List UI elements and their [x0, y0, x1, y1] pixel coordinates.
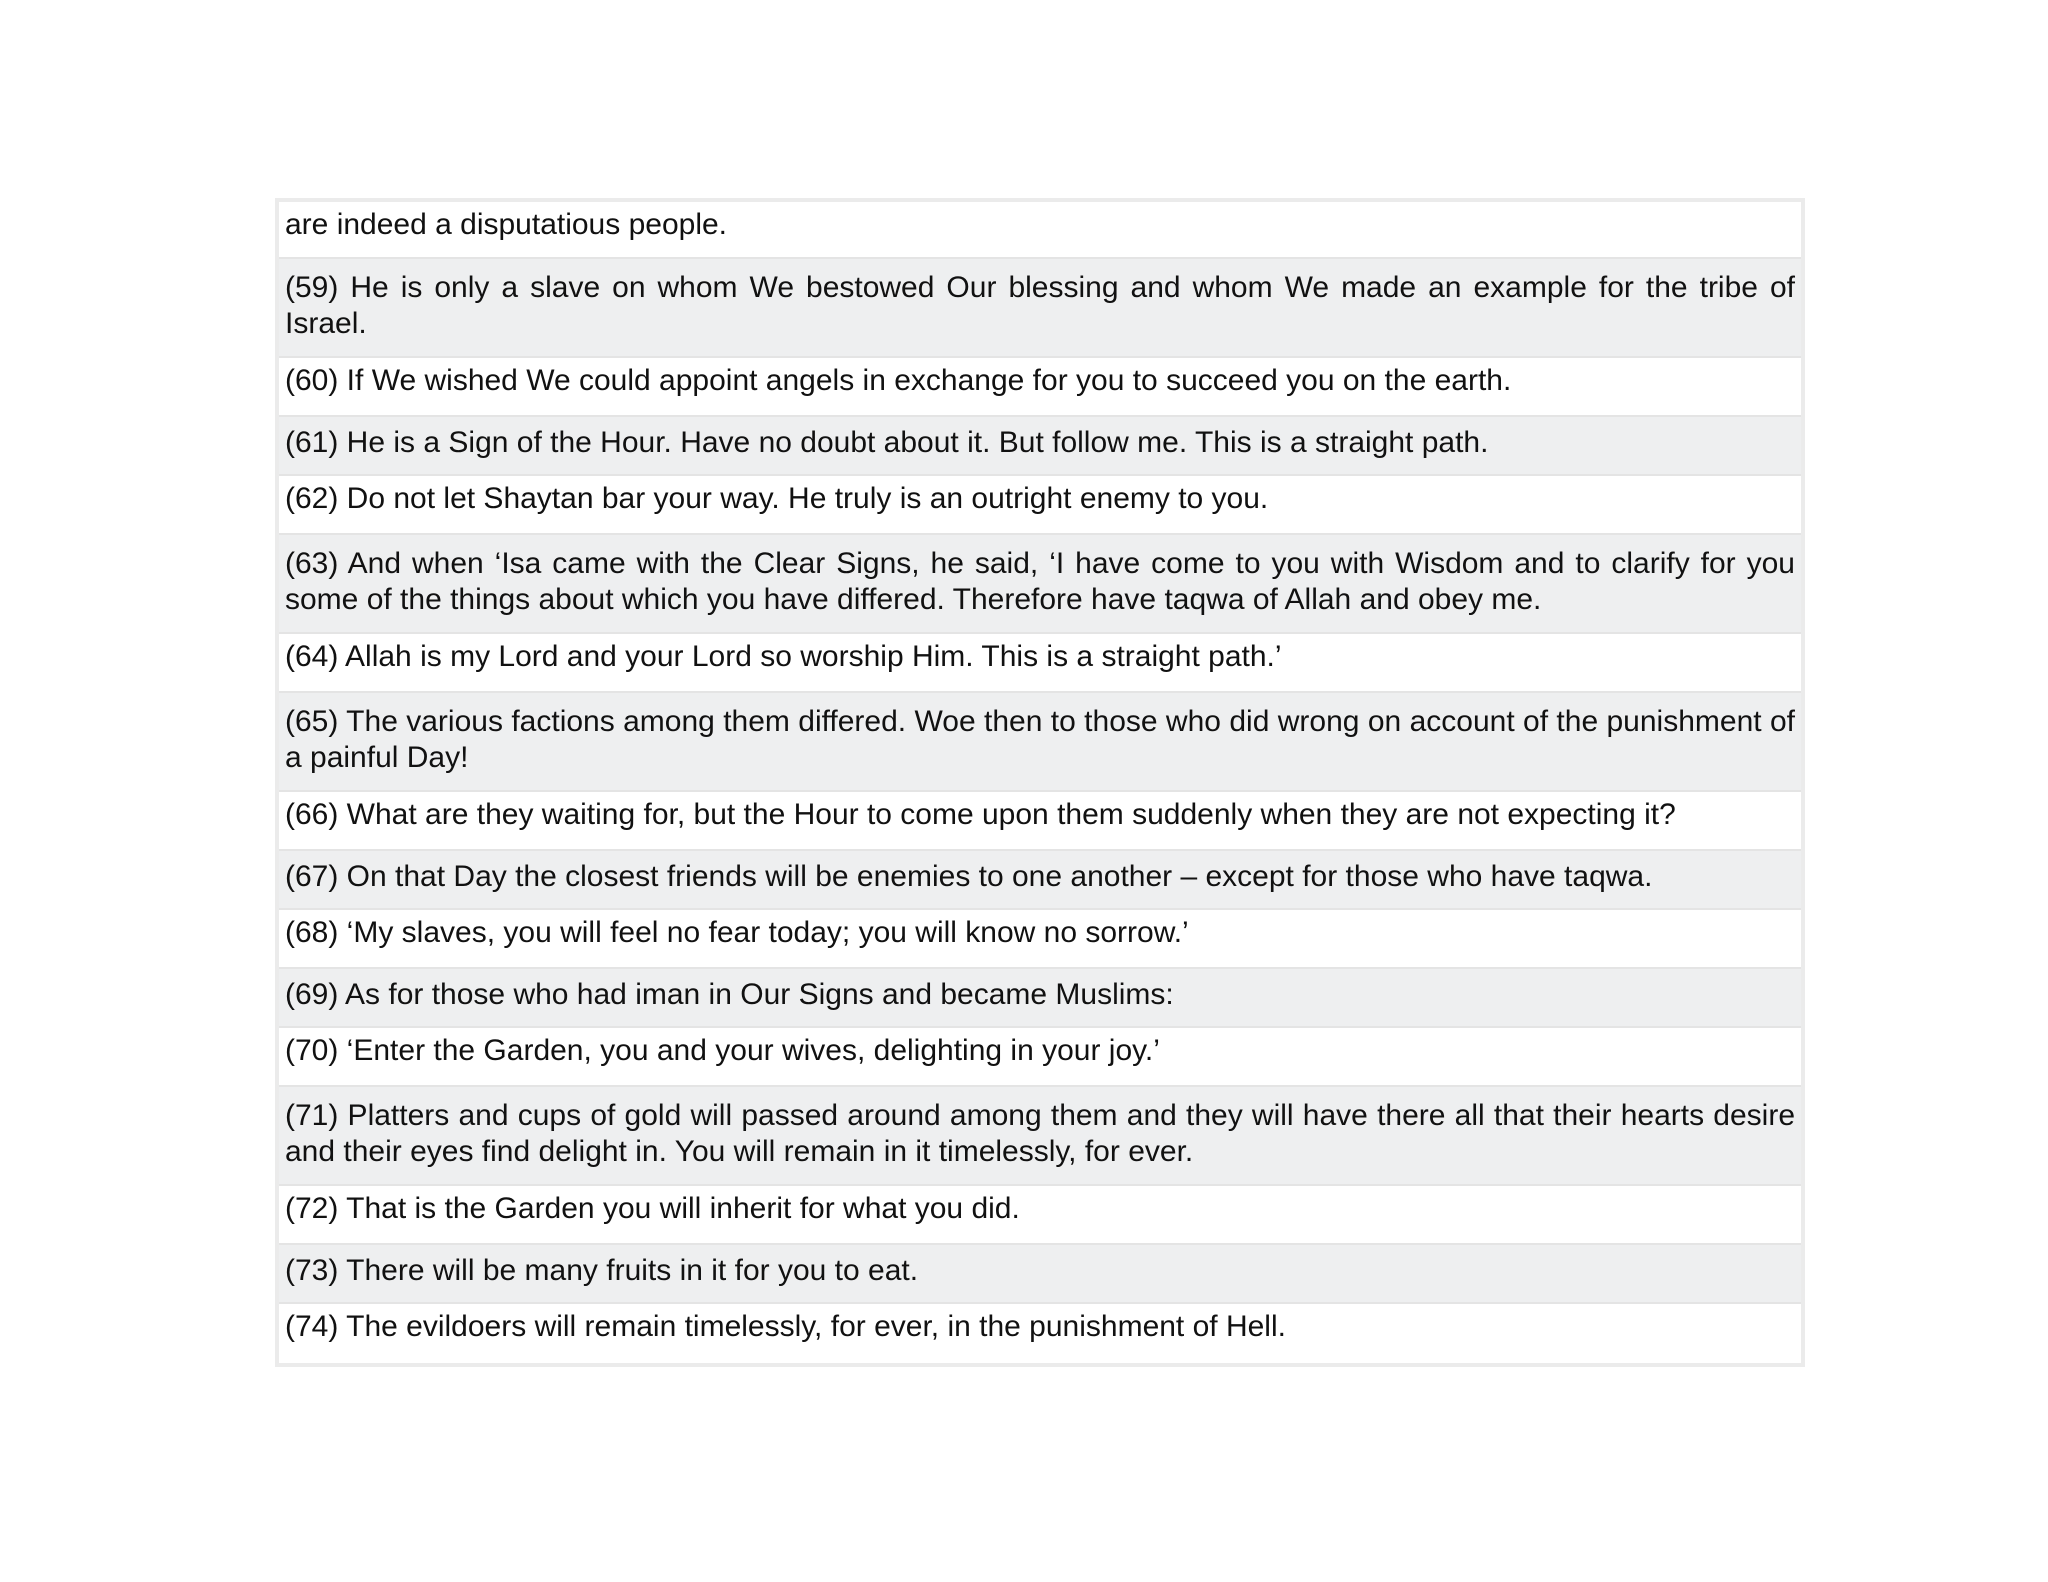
verse-row: are indeed a disputatious people.: [279, 202, 1801, 259]
verse-row: (73) There will be many fruits in it for you to eat.: [279, 1245, 1801, 1304]
verse-row: (74) The evildoers will remain timelessly, for ever, in the punishment of Hell.: [279, 1304, 1801, 1363]
verse-row: (63) And when ‘Isa came with the Clear Signs, he said, ‘I have come to you with Wisdom and to clarify for you some of the things about which you have differed. Therefore have taqwa of Allah and obey me.: [279, 535, 1801, 634]
verse-row: (68) ‘My slaves, you will feel no fear today; you will know no sorrow.’: [279, 910, 1801, 969]
verse-table: [275, 198, 1805, 1367]
verse-row: (71) Platters and cups of gold will passed around among them and they will have there all that their hearts desire and their eyes find delight in. You will remain in it timelessly, for ever.: [279, 1087, 1801, 1186]
verse-row: (66) What are they waiting for, but the Hour to come upon them suddenly when they are not expecting it?: [279, 792, 1801, 851]
verse-row: (67) On that Day the closest friends will be enemies to one another – except for those who have taqwa.: [279, 851, 1801, 910]
verse-row: (60) If We wished We could appoint angels in exchange for you to succeed you on the earth.: [279, 358, 1801, 417]
verse-row: (61) He is a Sign of the Hour. Have no doubt about it. But follow me. This is a straight path.: [279, 417, 1801, 476]
verse-row: (65) The various factions among them differed. Woe then to those who did wrong on account of the punishment of a painful Day!: [279, 693, 1801, 792]
verse-row: (62) Do not let Shaytan bar your way. He truly is an outright enemy to you.: [279, 476, 1801, 535]
verse-row: (64) Allah is my Lord and your Lord so worship Him. This is a straight path.’: [279, 634, 1801, 693]
verse-row: (69) As for those who had iman in Our Signs and became Muslims:: [279, 969, 1801, 1028]
verse-row: (59) He is only a slave on whom We bestowed Our blessing and whom We made an example for the tribe of Israel.: [279, 259, 1801, 358]
verse-row: (72) That is the Garden you will inherit for what you did.: [279, 1186, 1801, 1245]
verse-row: (70) ‘Enter the Garden, you and your wives, delighting in your joy.’: [279, 1028, 1801, 1087]
